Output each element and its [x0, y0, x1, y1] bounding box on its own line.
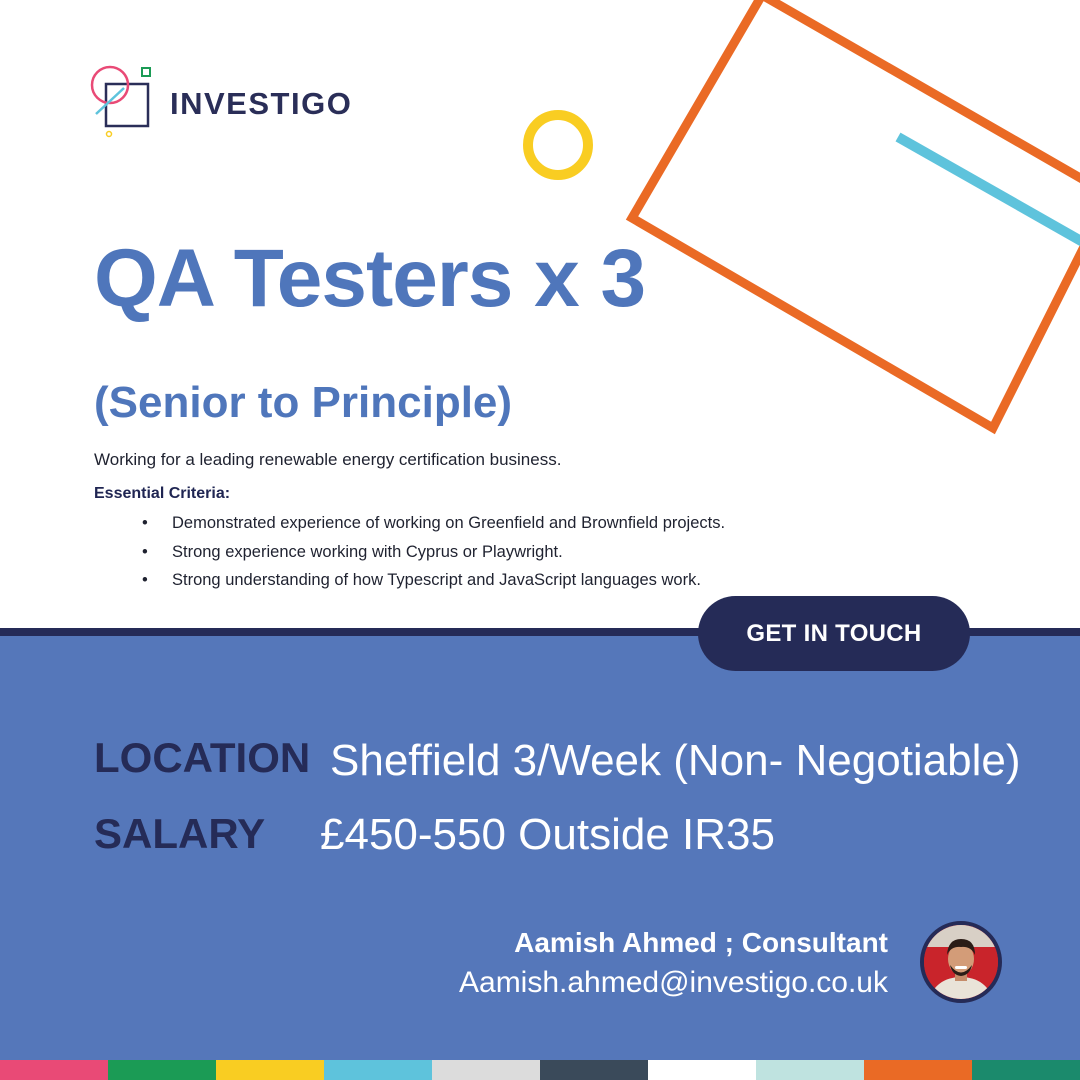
brand-name: INVESTIGO — [170, 86, 353, 121]
location-label: LOCATION — [94, 734, 311, 781]
logo-mark-icon — [88, 64, 158, 140]
location-value: Sheffield 3/Week (Non- Negotiable) — [330, 736, 1021, 785]
consultant-avatar — [920, 921, 1002, 1003]
strip-segment — [756, 1060, 864, 1080]
job-level: (Senior to Principle) — [94, 378, 513, 427]
criteria-text: Strong experience working with Cyprus or Playwright. — [172, 542, 563, 561]
investigo-logo[interactable] — [88, 64, 378, 144]
salary-label: SALARY — [94, 810, 266, 857]
consultant-name: Aamish Ahmed ; Consultant — [514, 927, 888, 958]
strip-segment — [216, 1060, 324, 1080]
get-in-touch-button[interactable]: GET IN TOUCH — [698, 596, 970, 671]
criteria-heading: Essential Criteria: — [94, 485, 231, 502]
bullet-icon: • — [142, 542, 148, 561]
yellow-ring — [528, 115, 588, 175]
consultant-email[interactable]: Aamish.ahmed@investigo.co.uk — [459, 966, 888, 999]
person-icon — [924, 925, 998, 999]
strip-segment — [108, 1060, 216, 1080]
strip-segment — [0, 1060, 108, 1080]
criteria-text: Strong understanding of how Typescript and JavaScript languages work. — [172, 571, 701, 589]
salary-value: £450-550 Outside IR35 — [320, 810, 775, 859]
strip-segment — [540, 1060, 648, 1080]
job-intro: Working for a leading renewable energy certification business. — [94, 450, 562, 469]
brand-color-strip — [0, 1060, 1080, 1080]
criteria-list — [140, 512, 725, 598]
strip-segment — [324, 1060, 432, 1080]
bullet-icon: • — [142, 571, 148, 589]
criteria-item — [140, 541, 725, 570]
criteria-item — [140, 512, 725, 541]
strip-segment — [972, 1060, 1080, 1080]
strip-segment — [432, 1060, 540, 1080]
strip-segment — [864, 1060, 972, 1080]
bullet-icon: • — [142, 514, 148, 532]
orange-square-outline — [632, 0, 1080, 428]
strip-segment — [648, 1060, 756, 1080]
cyan-stroke — [898, 137, 1080, 246]
job-title: QA Testers x 3 — [94, 233, 646, 324]
criteria-text: Demonstrated experience of working on Greenfield and Brownfield projects. — [172, 514, 726, 532]
criteria-item — [140, 569, 725, 598]
